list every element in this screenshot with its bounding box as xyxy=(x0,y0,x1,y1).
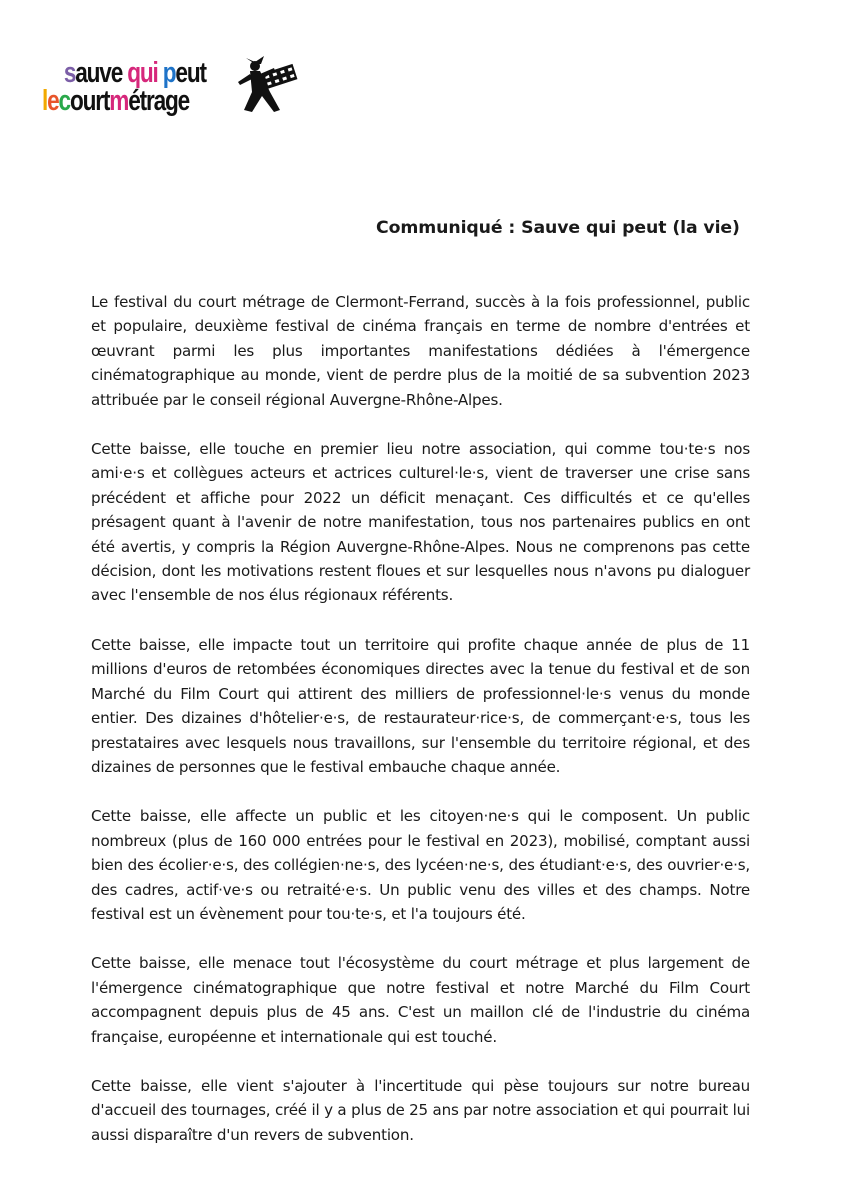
logo-letter-group: e xyxy=(47,83,59,117)
paragraph: Cette baisse, elle touche en premier lieu notre association, qui comme tou·te·s nos ami·e·s et collègues acteurs et actrices culturel·le·s, vient de traverser une crise sans précédent et affiche pour 2022 un déficit menaçant. Ces difficultés et ce qu'elles présagent quant à l'avenir de notre manifestation, tous nos partenaires publics en ont été avertis, y compris la Région Auvergne-Rhône-Alpes. Nous ne comprenons pas cette décision, dont les motivations restent floues et sur lesquelles nous n'avons pu dialoguer avec l'ensemble de nos élus régionaux référents. xyxy=(91,440,750,605)
logo-letter-group: auve xyxy=(75,55,128,89)
logo-letter-group: s xyxy=(63,55,76,89)
page-title: Communiqué : Sauve qui peut (la vie) xyxy=(376,218,740,238)
paragraph: Cette baisse, elle affecte un public et les citoyen·ne·s qui le composent. Un public nombreux (plus de 160 000 entrées pour le festival en 2023), mobilisé, comptant aussi bien des écolier·e·s, des collégien·ne·s, des lycéen·ne·s, des étudiant·e·s, des ouvrier·e·s, des cadres, actif·ve·s ou retraité·e·s. Un public venu des villes et des champs. Notre festival est un évènement pour tou·te·s, et l'a toujours été. xyxy=(91,807,750,923)
logo-letter-group: l xyxy=(42,83,48,117)
press-release-body xyxy=(91,290,750,1172)
paragraph: Cette baisse, elle menace tout l'écosystème du court métrage et plus largement de l'émergence cinématographique que notre festival et notre Marché du Film Court accompagnent depuis plus de 45 ans. C'est un maillon clé de l'industrie du cinéma française, européenne et internationale qui est touché. xyxy=(91,954,750,1046)
logo-letter-group: qui xyxy=(127,55,158,89)
paragraph: Cette baisse, elle vient s'ajouter à l'incertitude qui pèse toujours sur notre bureau d'accueil des tournages, créé il y a plus de 25 ans par notre association et qui pourrait lui aussi disparaître d'un revers de subvention. xyxy=(91,1076,750,1144)
logo-letter-group: p xyxy=(162,55,176,89)
logo-letter-group: eut xyxy=(175,55,206,89)
paragraph: Le festival du court métrage de Clermont-Ferrand, succès à la fois professionnel, public et populaire, deuxième festival de cinéma français en terme de nombre d'entrées et œuvrant parmi les plus importantes manifestations dédiées à l'émergence cinématographique au monde, vient de perdre plus de la moitié de sa subvention 2023 attribuée par le conseil régional Auvergne-Rhône-Alpes. xyxy=(91,293,750,409)
logo-letter-group: m xyxy=(109,83,129,117)
logo-letter-group: ourt xyxy=(69,83,110,117)
logo-letter-group: étrage xyxy=(128,83,190,117)
logo-letter-group: c xyxy=(58,83,70,117)
logo-line-2 xyxy=(42,83,190,116)
paragraph: Cette baisse, elle impacte tout un territoire qui profite chaque année de plus de 11 millions d'euros de retombées économiques directes avec la tenue du festival et de son Marché du Film Court qui attirent des milliers de professionnel·le·s venus du monde entier. Des dizaines d'hôtelier·e·s, de restaurateur·rice·s, de commerçant·e·s, tous les prestataires avec lesquels nous travaillons, sur l'ensemble du territoire régional, et des dizaines de personnes que le festival embauche chaque année. xyxy=(91,635,750,776)
festival-logo xyxy=(42,52,302,122)
festival-logo-graphic xyxy=(42,52,302,122)
